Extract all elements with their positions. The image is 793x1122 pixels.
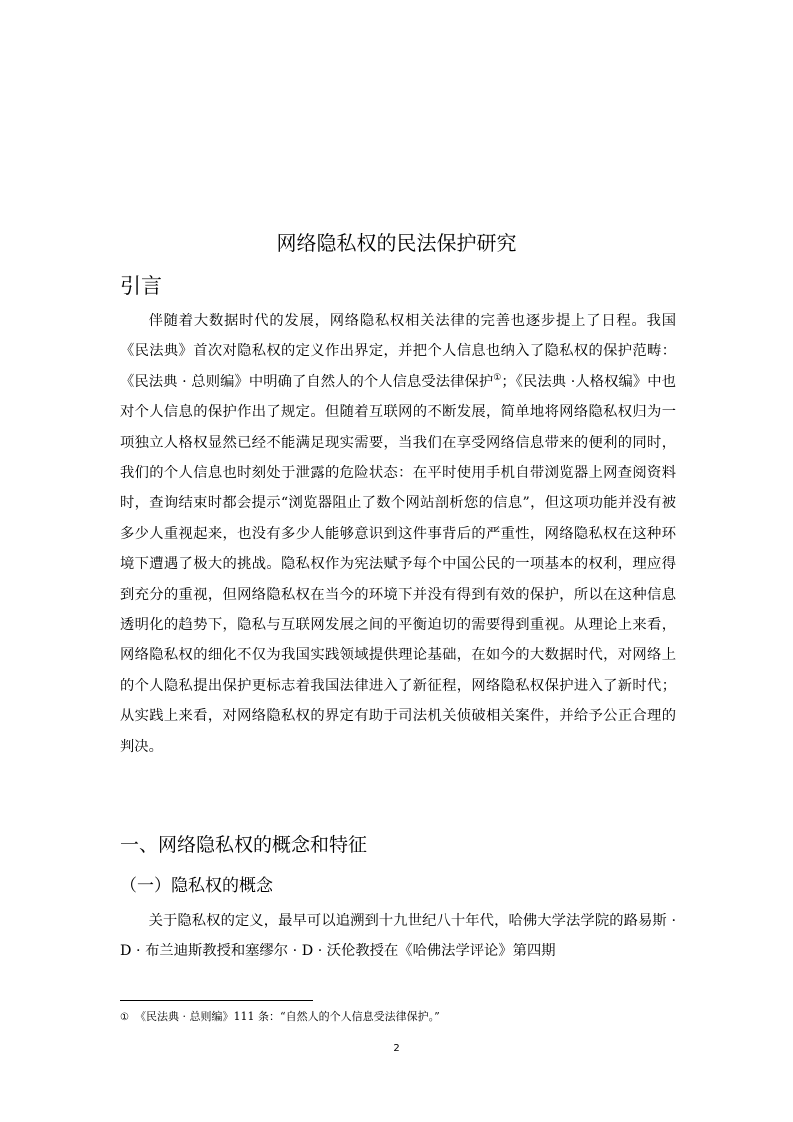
subsection-heading-1-1: （一）隐私权的概念 [120,876,273,896]
footnote-reference[interactable]: ① [493,373,502,384]
intro-paragraph [120,306,676,762]
footnote [120,1008,680,1027]
section-heading-1: 一、网络隐私权的概念和特征 [120,834,368,856]
intro-paragraph-part-b: ；《民法典 ·人格权编》中也对个人信息的保护作出了规定。但随着互联网的不断发展，简单地将网络隐私权归为一项独立人格权显然已经不能满足现实需要，当我们在享受网络信息带来的便利的同时，我们的个人信息也时刻处于泄露的危险状态：在平时使用手机自带浏览器上网查阅资料时，查询结束时都会提示“浏览器阻止了数个网站剖析您的信息”，但这项功能并没有被多少人重视起来，也没有多少人能够意识到这件事背后的严重性，网络隐私权在这种环境下遭遇了极大的挑战。隐私权作为宪法赋予每个中国公民的一项基本的权利，理应得到充分的重视，但网络隐私权在当今的环境下并没有得到有效的保护，所以在这种信息透明化的趋势下，隐私与互联网发展之间的平衡迫切的需要得到重视。从理论上来看，网络隐私权的细化不仅为我国实践领域提供理论基础，在如今的大数据时代，对网络上的个人隐私提出保护更标志着我国法律进入了新征程，网络隐私权保护进入了新时代；从实践上来看，对网络隐私权的界定有助于司法机关侦破相关案件，并给予公正合理的判决。 [120,373,676,755]
concept-paragraph: 关于隐私权的定义，最早可以追溯到十九世纪八十年代，哈佛大学法学院的路易斯 · D · 布兰迪斯教授和塞缪尔 · D · 沃伦教授在《哈佛法学评论》第四期 [120,913,676,960]
footnote-separator [120,1000,313,1001]
footnote-mark: ① [120,1012,129,1023]
page-number: 2 [393,1043,400,1054]
intro-heading: 引言 [120,274,162,298]
footnote-text: 《民法典 · 总则编》111 条：“自然人的个人信息受法律保护。” [134,1010,440,1023]
intro-paragraph-part-a: 伴随着大数据时代的发展，网络隐私权相关法律的完善也逐步提上了日程。我国《民法典》首次对隐私权的定义作出界定，并把个人信息也纳入了隐私权的保护范畴：《民法典 · 总则编》中明确了自然人的个人信息受法律保护 [120,313,676,390]
document-title: 网络隐私权的民法保护研究 [276,231,517,255]
